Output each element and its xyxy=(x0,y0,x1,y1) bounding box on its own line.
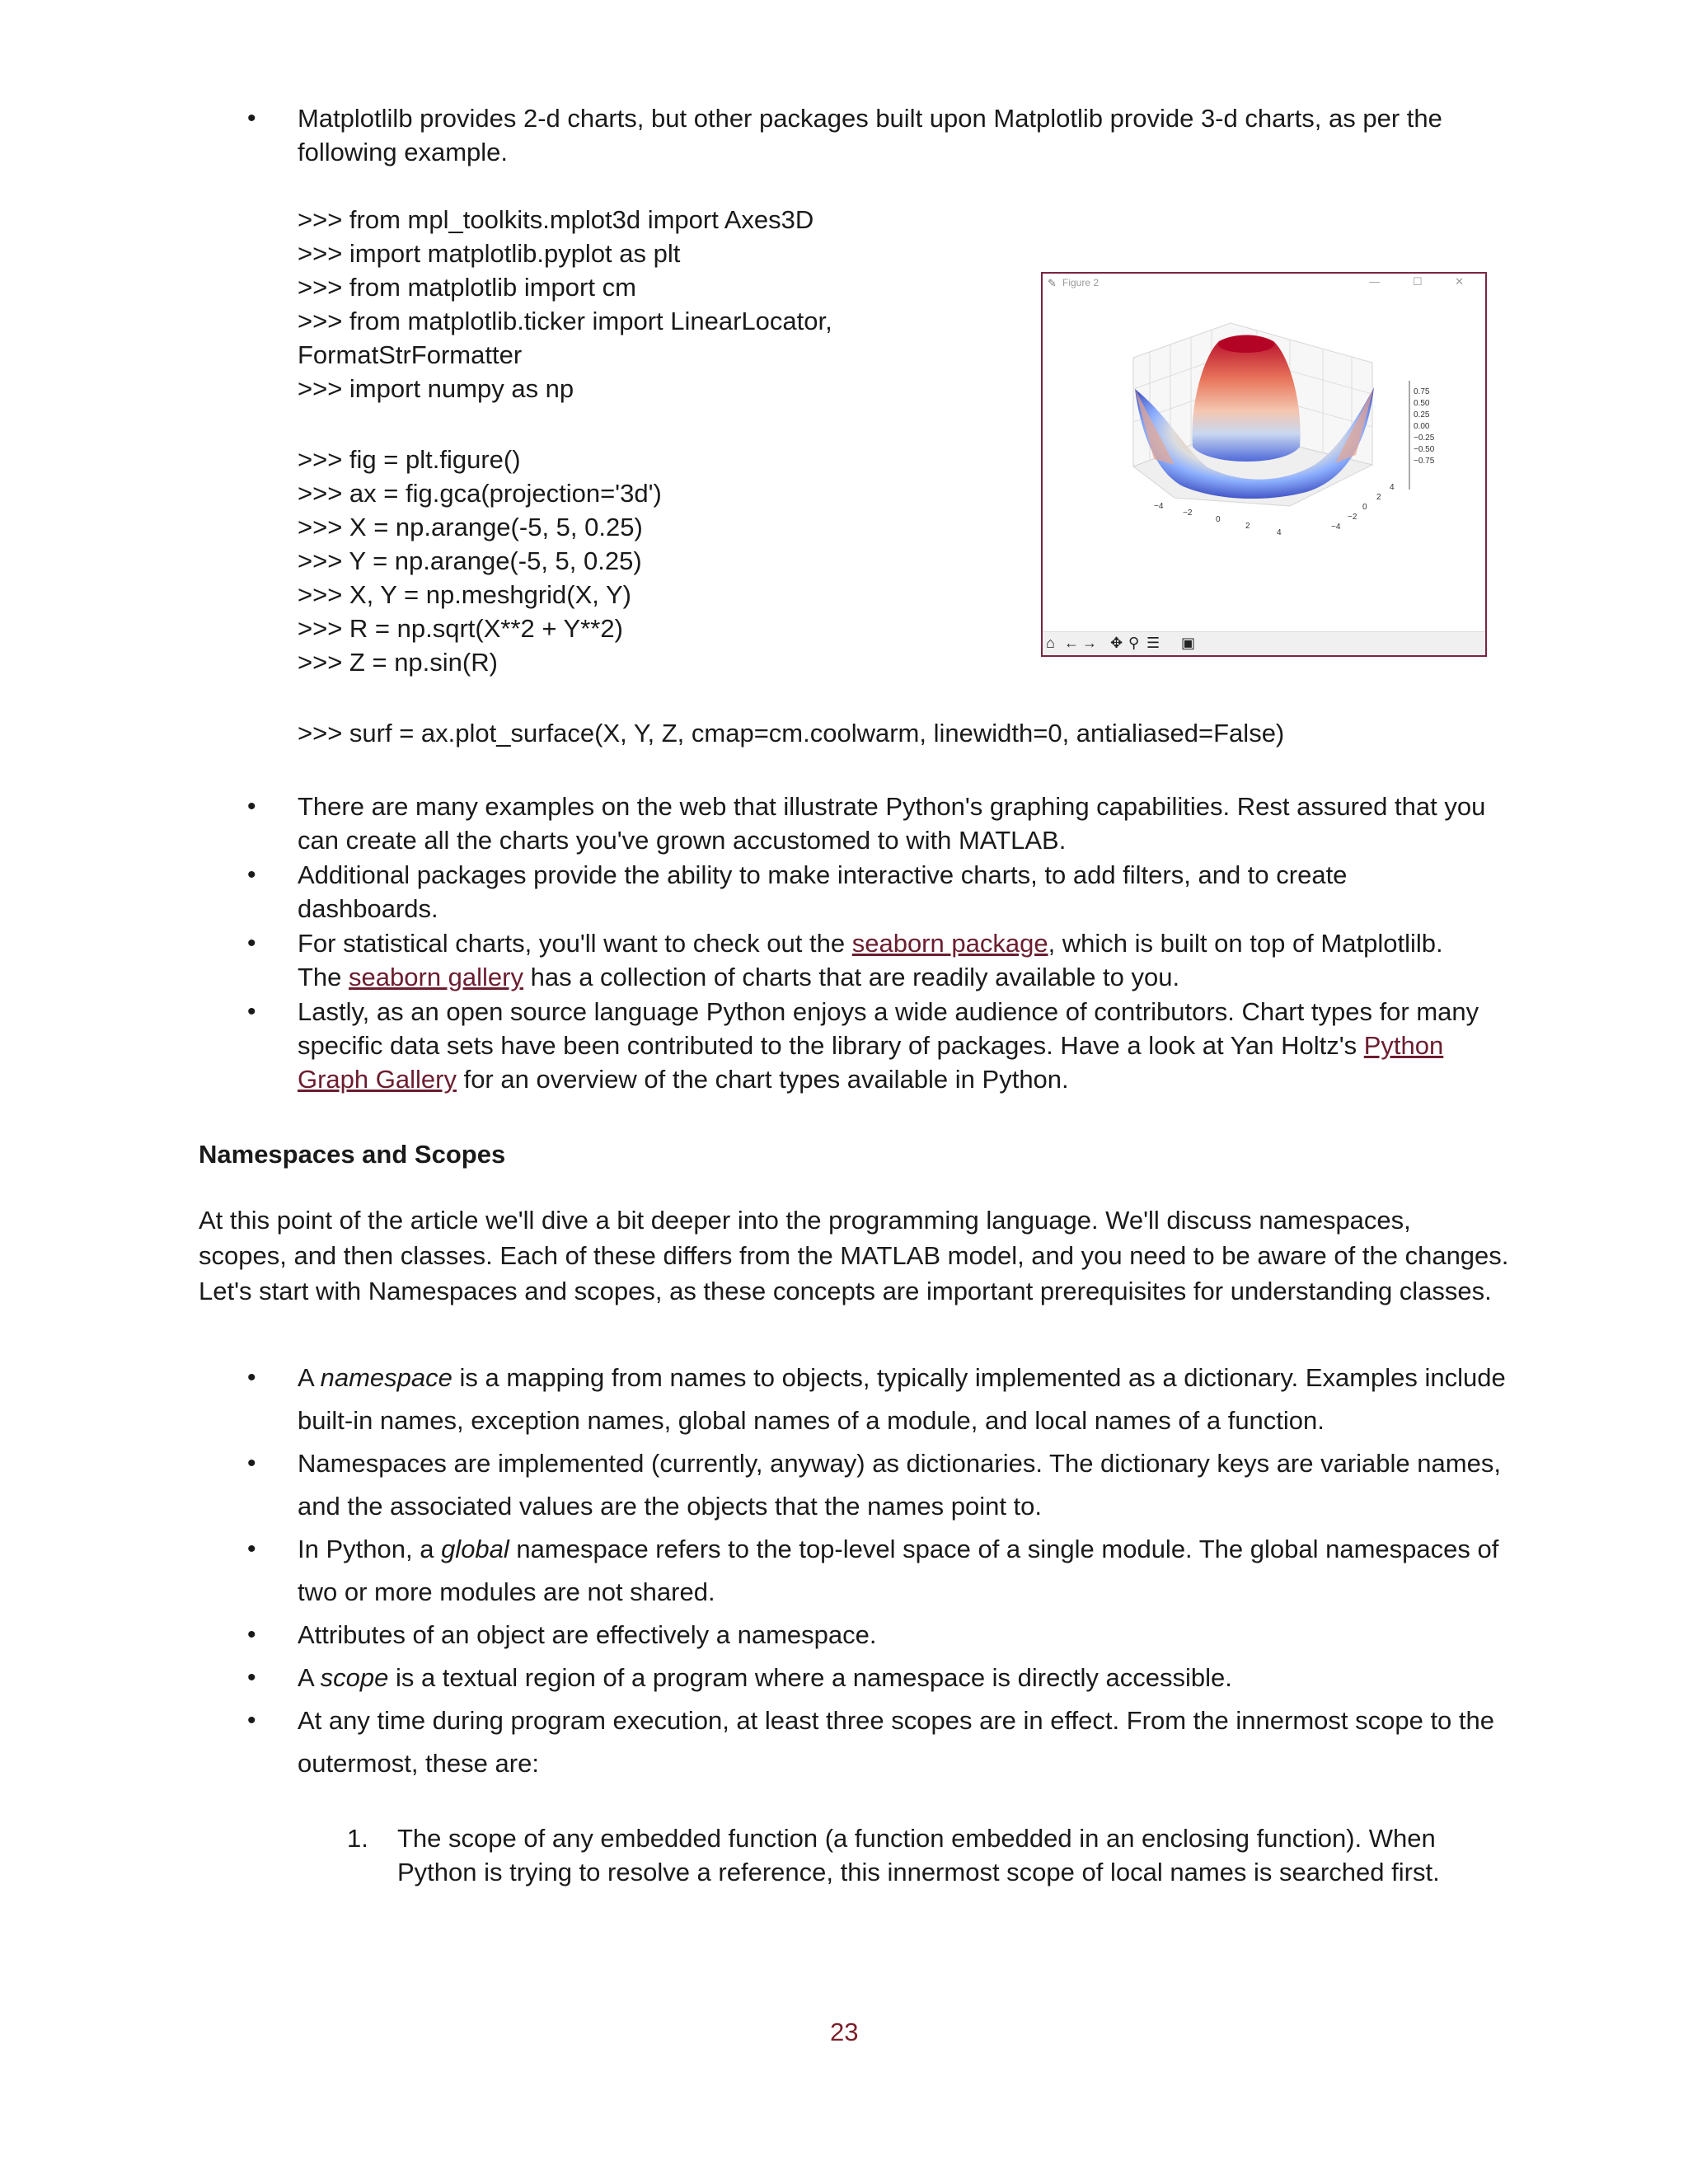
back-arrow-icon[interactable]: ← xyxy=(1064,635,1079,651)
bullet-marker: • xyxy=(247,1664,256,1691)
bullet-marker: • xyxy=(247,1450,256,1477)
bullet-text-part: In Python, a xyxy=(298,1535,442,1563)
bullet-text: At any time during program execution, at least three scopes are in effect. From the innermost scope to the xyxy=(298,1706,1495,1735)
paragraph-line: At this point of the article we'll dive a bit deeper into the programming language. We'll discuss namespaces, xyxy=(199,1206,1411,1235)
save-icon[interactable]: ▣ xyxy=(1181,635,1196,651)
bullet-text: dashboards. xyxy=(298,894,438,923)
bullet-marker: • xyxy=(247,105,256,132)
zoom-icon[interactable]: ⚲ xyxy=(1128,635,1140,651)
bullet-text xyxy=(298,1062,1069,1096)
matplotlib-figure-window xyxy=(1041,272,1487,657)
code-line: >>> fig = plt.figure() xyxy=(298,445,521,474)
bullet-text-part: is a mapping from names to objects, typically implemented as a dictionary. Examples include xyxy=(452,1363,1506,1392)
z-axis xyxy=(1409,381,1435,490)
code-line: >>> Y = np.arange(-5, 5, 0.25) xyxy=(298,546,642,575)
bullet-text xyxy=(298,926,1443,960)
bullet-marker: • xyxy=(247,1621,256,1648)
bullet-text-part: is a textual region of a program where a namespace is directly accessible. xyxy=(388,1663,1232,1692)
bullet-text-part: has a collection of charts that are readily available to you. xyxy=(523,963,1180,991)
page-number: 23 xyxy=(830,2018,859,2046)
emphasis: global xyxy=(441,1535,509,1563)
code-line: >>> X = np.arange(-5, 5, 0.25) xyxy=(298,513,643,541)
figure-window-title: Figure 2 xyxy=(1062,277,1100,288)
code-line: >>> Z = np.sin(R) xyxy=(298,648,498,677)
bullet-text-part: The xyxy=(298,963,349,991)
emphasis: scope xyxy=(320,1663,389,1692)
x-tick-label: −2 xyxy=(1183,509,1193,518)
bullet-marker: • xyxy=(247,1364,256,1391)
bullet-marker: • xyxy=(247,998,256,1025)
code-line: FormatStrFormatter xyxy=(298,340,523,369)
bullet-text-part: for an overview of the chart types available in Python. xyxy=(456,1065,1069,1094)
z-tick-label: 0.25 xyxy=(1414,410,1430,419)
code-line: >>> R = np.sqrt(X**2 + Y**2) xyxy=(298,614,623,643)
python-graph-gallery-link[interactable]: Python xyxy=(1363,1031,1444,1060)
seaborn-package-link[interactable]: seaborn package xyxy=(851,929,1048,958)
y-tick-label: 2 xyxy=(1376,493,1381,502)
y-tick-label: 0 xyxy=(1362,503,1367,512)
bullet-text: Namespaces are implemented (currently, anyway) as dictionaries. The dictionary keys are variable names, xyxy=(298,1449,1501,1478)
bullet-text: two or more modules are not shared. xyxy=(298,1577,715,1606)
y-tick-label: −2 xyxy=(1348,513,1357,522)
code-line: >>> ax = fig.gca(projection='3d') xyxy=(298,479,662,508)
code-line: >>> from matplotlib import cm xyxy=(298,273,636,302)
bullet-text-part: specific data sets have been contributed to the library of packages. Have a look at Yan Holtz's xyxy=(298,1031,1364,1060)
x-tick-label: −4 xyxy=(1154,502,1164,511)
bullet-marker: • xyxy=(247,1707,256,1734)
y-tick-label: −4 xyxy=(1331,523,1341,532)
y-tick-label: 4 xyxy=(1390,483,1395,492)
forward-arrow-icon[interactable]: → xyxy=(1082,635,1097,651)
code-line: >>> from matplotlib.ticker import LinearLocator, xyxy=(298,307,832,335)
list-number: 1. xyxy=(347,1824,368,1853)
code-line: >>> import matplotlib.pyplot as plt xyxy=(298,239,681,268)
code-line: >>> from mpl_toolkits.mplot3d import Axes3D xyxy=(298,205,814,234)
bullet-text: Lastly, as an open source language Python enjoys a wide audience of contributors. Chart types for many xyxy=(298,997,1479,1026)
section-heading: Namespaces and Scopes xyxy=(199,1140,506,1169)
x-axis xyxy=(1154,502,1282,537)
bullet-text: Matplotlilb provides 2-d charts, but other packages built upon Matplotlib provide 3-d charts, as per the xyxy=(298,104,1442,133)
bullet-text-part: , which is built on top of Matplotlilb. xyxy=(1048,929,1443,958)
z-tick-label: 0.00 xyxy=(1414,422,1430,431)
bullet-text xyxy=(298,1661,1232,1694)
bullet-marker: • xyxy=(247,1535,256,1563)
bullet-text-part: namespace refers to the top-level space of a single module. The global namespaces of xyxy=(509,1535,1499,1563)
numbered-item-text: The scope of any embedded function (a function embedded in an enclosing function). When xyxy=(397,1824,1436,1853)
figure-toolbar xyxy=(1043,631,1485,655)
bullet-marker: • xyxy=(247,930,256,957)
paragraph-line: Let's start with Namespaces and scopes, as these concepts are important prerequisites for understanding classes. xyxy=(199,1277,1492,1305)
x-tick-label: 2 xyxy=(1245,522,1250,531)
z-tick-label: −0.50 xyxy=(1414,445,1435,454)
bullet-text xyxy=(298,1532,1498,1566)
seaborn-gallery-link[interactable]: seaborn gallery xyxy=(349,963,523,991)
pan-icon[interactable]: ✥ xyxy=(1110,635,1123,651)
bullet-text-part: A xyxy=(298,1663,321,1692)
y-axis xyxy=(1331,483,1395,532)
bullet-text xyxy=(298,1361,1506,1394)
bullet-text-part: For statistical charts, you'll want to check out the xyxy=(298,929,852,958)
bullet-text: There are many examples on the web that illustrate Python's graphing capabilities. Rest assured that you xyxy=(298,792,1486,821)
matplotlib-logo-icon: ✎ xyxy=(1048,277,1057,289)
z-tick-label: −0.75 xyxy=(1414,457,1435,466)
x-tick-label: 0 xyxy=(1216,515,1221,524)
bullet-text: following example. xyxy=(298,138,509,166)
bullet-text: Attributes of an object are effectively a namespace. xyxy=(298,1620,877,1649)
bullet-text xyxy=(298,960,1179,994)
window-controls[interactable]: — ☐ ✕ xyxy=(1369,275,1479,288)
emphasis: namespace xyxy=(320,1363,452,1392)
z-tick-label: 0.75 xyxy=(1414,387,1430,396)
configure-icon[interactable]: ☰ xyxy=(1146,635,1160,651)
code-line: >>> import numpy as np xyxy=(298,374,574,403)
paragraph-line: scopes, and then classes. Each of these differs from the MATLAB model, and you need to be aware of the changes. xyxy=(199,1241,1509,1270)
bullet-text xyxy=(298,1029,1443,1062)
code-line: >>> surf = ax.plot_surface(X, Y, Z, cmap=cm.coolwarm, linewidth=0, antialiased=False) xyxy=(298,719,1285,748)
numbered-item-text: Python is trying to resolve a reference, this innermost scope of local names is searched first. xyxy=(397,1858,1440,1886)
bullet-marker: • xyxy=(247,793,256,820)
surface-plot xyxy=(1043,290,1485,630)
bullet-text-part: A xyxy=(298,1363,321,1392)
python-graph-gallery-link[interactable]: Graph Gallery xyxy=(298,1065,457,1094)
bullet-text: can create all the charts you've grown accustomed to with MATLAB. xyxy=(298,826,1067,855)
bullet-text: outermost, these are: xyxy=(298,1749,539,1778)
code-line: >>> X, Y = np.meshgrid(X, Y) xyxy=(298,580,631,609)
bullet-marker: • xyxy=(247,861,256,888)
bullet-text: and the associated values are the objects that the names point to. xyxy=(298,1492,1043,1521)
z-tick-label: 0.50 xyxy=(1414,399,1430,408)
home-icon[interactable]: ⌂ xyxy=(1046,635,1055,651)
bullet-text: Additional packages provide the ability to make interactive charts, to add filters, and to create xyxy=(298,860,1348,889)
x-tick-label: 4 xyxy=(1277,528,1282,537)
bullet-text: built-in names, exception names, global names of a module, and local names of a function. xyxy=(298,1406,1325,1435)
z-tick-label: −0.25 xyxy=(1414,434,1435,443)
